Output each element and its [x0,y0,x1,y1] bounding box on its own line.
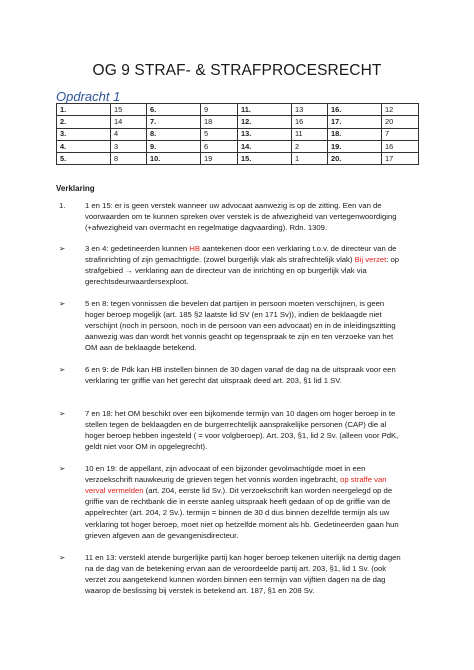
answer-value: 4 [111,128,147,140]
answer-value: 15 [111,104,147,116]
body-text: 5 en 8: tegen vonnissen die bevelen dat partijen in persoon moeten verschijnen, is geen [85,299,385,308]
text-line [85,474,387,485]
question-number: 3. [57,128,111,140]
text-line [85,200,382,211]
body-text: aantekenen door een verklaring t.o.v. de directeur van de [199,244,397,253]
text-line [85,243,396,254]
body-text: hoger beroep hebben ingesteld ( = voor volgberoep). Art. 203, §1, lid 2 Sv. (alleen voor PdK, [85,431,399,441]
answer-row [57,104,419,116]
answer-row [57,116,419,128]
body-text: na de dag van de betekening ervan aan de veroordeelde partij art. 203, §1, lid 1 Sv. (ook [85,564,387,574]
answer-value: 14 [111,116,147,128]
text-line [85,408,395,419]
question-number: 5. [57,153,111,165]
question-number: 12. [238,116,292,128]
question-number: 10. [147,153,201,165]
question-number: 4. [57,140,111,152]
text-line [85,430,398,441]
answer-table [56,103,419,165]
text-line [85,254,399,265]
highlighted-text: HB [189,244,200,253]
text-line [85,309,382,320]
arrow-bullet-icon: ➢ [59,553,66,562]
arrow-bullet-icon: ➢ [59,299,66,308]
explanation-heading: Verklaring [56,184,95,193]
text-line [85,585,314,596]
body-text: waarop de beslissing bij verstek is betekend art. 187, §1 en 208 Sv. [85,586,315,596]
body-text: 6 en 9: de Pdk kan HB instellen binnen de 30 dagen vanaf de dag na de uitspraak voor een [85,365,396,374]
highlighted-text: op straffe van [340,475,387,485]
question-number: 17. [328,116,382,128]
body-text: stellen tegen de beklaagden en de burgerrechtelijk aansprakelijke personen (CAP) die al [85,420,387,430]
document-title: OG 9 STRAF- & STRAFPROCESRECHT [92,62,382,79]
answer-value: 18 [201,116,238,128]
question-number: 20. [328,153,382,165]
body-text: griffie van de rechtbank die in eerste aanleg uitspraak heeft gedaan of op de griffie van de [85,497,391,507]
body-text: verzet zou aangetekend kunnen worden binnen een termijn van vijftien dagen na de dag [85,575,386,585]
arrow-bullet-icon: ➢ [59,365,66,374]
text-line [85,507,389,518]
answer-value: 17 [382,153,419,165]
body-text: verzoekschrift nauwkeurig de grieven tegen het vonnis worden ingebracht, [85,475,341,485]
body-text: verschijnt (noch in persoon, noch in de persoon van een advocaat) en in de inleidingszitting [85,321,396,331]
body-text: (+afwezigheid van overmacht en regelmatige dagvaarding). Rdn. 1309. [85,223,328,233]
assignment-heading: Opdracht 1 [56,89,121,104]
arrow-bullet-icon: ➢ [59,409,66,418]
body-text: : op [386,255,400,265]
body-text: 3 en 4: gedetineerden kunnen [85,244,190,253]
text-line [85,574,385,585]
question-number: 6. [147,104,201,116]
text-line [85,485,392,496]
text-line [85,419,386,430]
question-number: 2. [57,116,111,128]
body-text: grieven afgeven aan de gevangenisdirecteur. [85,530,239,540]
answer-value: 12 [382,104,419,116]
text-line [85,276,188,287]
question-number: 1. [57,104,111,116]
question-number: 16. [328,104,382,116]
question-number: 7. [147,116,201,128]
body-text: (art. 204, eerste lid Sv.). Dit verzoekschrift kan worden neergelegd op de [143,486,393,496]
answer-value: 11 [292,128,328,140]
answer-row [57,140,419,152]
text-line [85,265,367,276]
body-text: strafinrichting of zijn gemachtigde. (zowel burgerlijk vlak als strafrechtelijk vlak) [85,255,355,265]
text-line [85,211,397,222]
body-text: aanwezig was dan wordt het vonnis geacht op tegenspraak te zijn en ten verzoeke van het [85,332,394,342]
text-line [85,364,396,375]
text-line [85,320,396,331]
text-line [85,552,401,563]
answer-value: 7 [382,128,419,140]
body-text: verklaring tot hoger beroep, moet niet op hetzelfde moment als hb. Gedetineerden gaan hun [85,519,399,529]
answer-value: 3 [111,140,147,152]
body-text: OM aan de beklaagde betekend. [85,343,197,353]
answer-value: 16 [382,140,419,152]
highlighted-text: verval vermelden [85,486,144,496]
answer-value: 19 [201,153,238,165]
text-line [85,463,365,474]
question-number: 18. [328,128,382,140]
text-line [85,222,327,233]
question-number: 15. [238,153,292,165]
question-number: 19. [328,140,382,152]
text-line [85,375,342,386]
text-line [85,342,197,353]
arrow-bullet-icon: ➢ [59,464,66,473]
body-text: 11 en 13: verstekl atende burgerlijke partij kan hoger beroep tekenen uiterlijk na dertig dagen [85,553,401,562]
answer-row [57,128,419,140]
answer-value: 1 [292,153,328,165]
text-line [85,563,386,574]
question-number: 8. [147,128,201,140]
answer-value: 16 [292,116,328,128]
body-text: hoger beroep mogelijk (art. 185 §2 laatste lid SV (en 171 Sv)), indien de beklaagde niet [85,310,382,320]
question-number: 11. [238,104,292,116]
question-number: 9. [147,140,201,152]
answer-value: 2 [292,140,328,152]
list-number: 1. [59,201,66,210]
body-text: 1 en 15: er is geen verstek wanneer uw advocaat aanwezig is op de zitting. Een van de [85,201,382,210]
arrow-bullet-icon: ➢ [59,244,66,253]
text-line [85,530,238,541]
body-text: 10 en 19: de appellant, zijn advocaat of een bijzonder gevolmachtigde moet in een [85,464,366,473]
answer-value: 8 [111,153,147,165]
body-text: strafgebied → verklaring aan de directeur van de inrichting en op burgerlijk vlak via [85,266,367,276]
body-text: gerechtsdeurwaardersexploot. [85,277,189,287]
text-line [85,441,207,452]
question-number: 13. [238,128,292,140]
answer-value: 20 [382,116,419,128]
text-line [85,331,393,342]
text-line [85,298,384,309]
answer-value: 6 [201,140,238,152]
answer-value: 5 [201,128,238,140]
highlighted-text: Bij verzet [354,255,387,265]
body-text: appelrechter (art. 204, 2 Sv.). termijn = binnen de 30 d dus binnen dezelfde termijn als uw [85,508,390,518]
question-number: 14. [238,140,292,152]
answer-value: 13 [292,104,328,116]
answer-value: 9 [201,104,238,116]
body-text: 7 en 18: het OM beschikt over een bijkomende termijn van 10 dagen om hoger beroep in te [85,409,396,418]
text-line [85,496,390,507]
answer-row [57,153,419,165]
body-text: verklaring ter griffie van het gerecht dat uitspraak deed art. 203, §1 lid 1 SV. [85,376,342,386]
body-text: voorwaarden om te kunnen spreken over verstek is de afwezigheid van vertegenwoordiging [85,212,397,222]
body-text: geldt niet voor OM in opgelegrecht). [85,442,208,452]
text-line [85,519,399,530]
